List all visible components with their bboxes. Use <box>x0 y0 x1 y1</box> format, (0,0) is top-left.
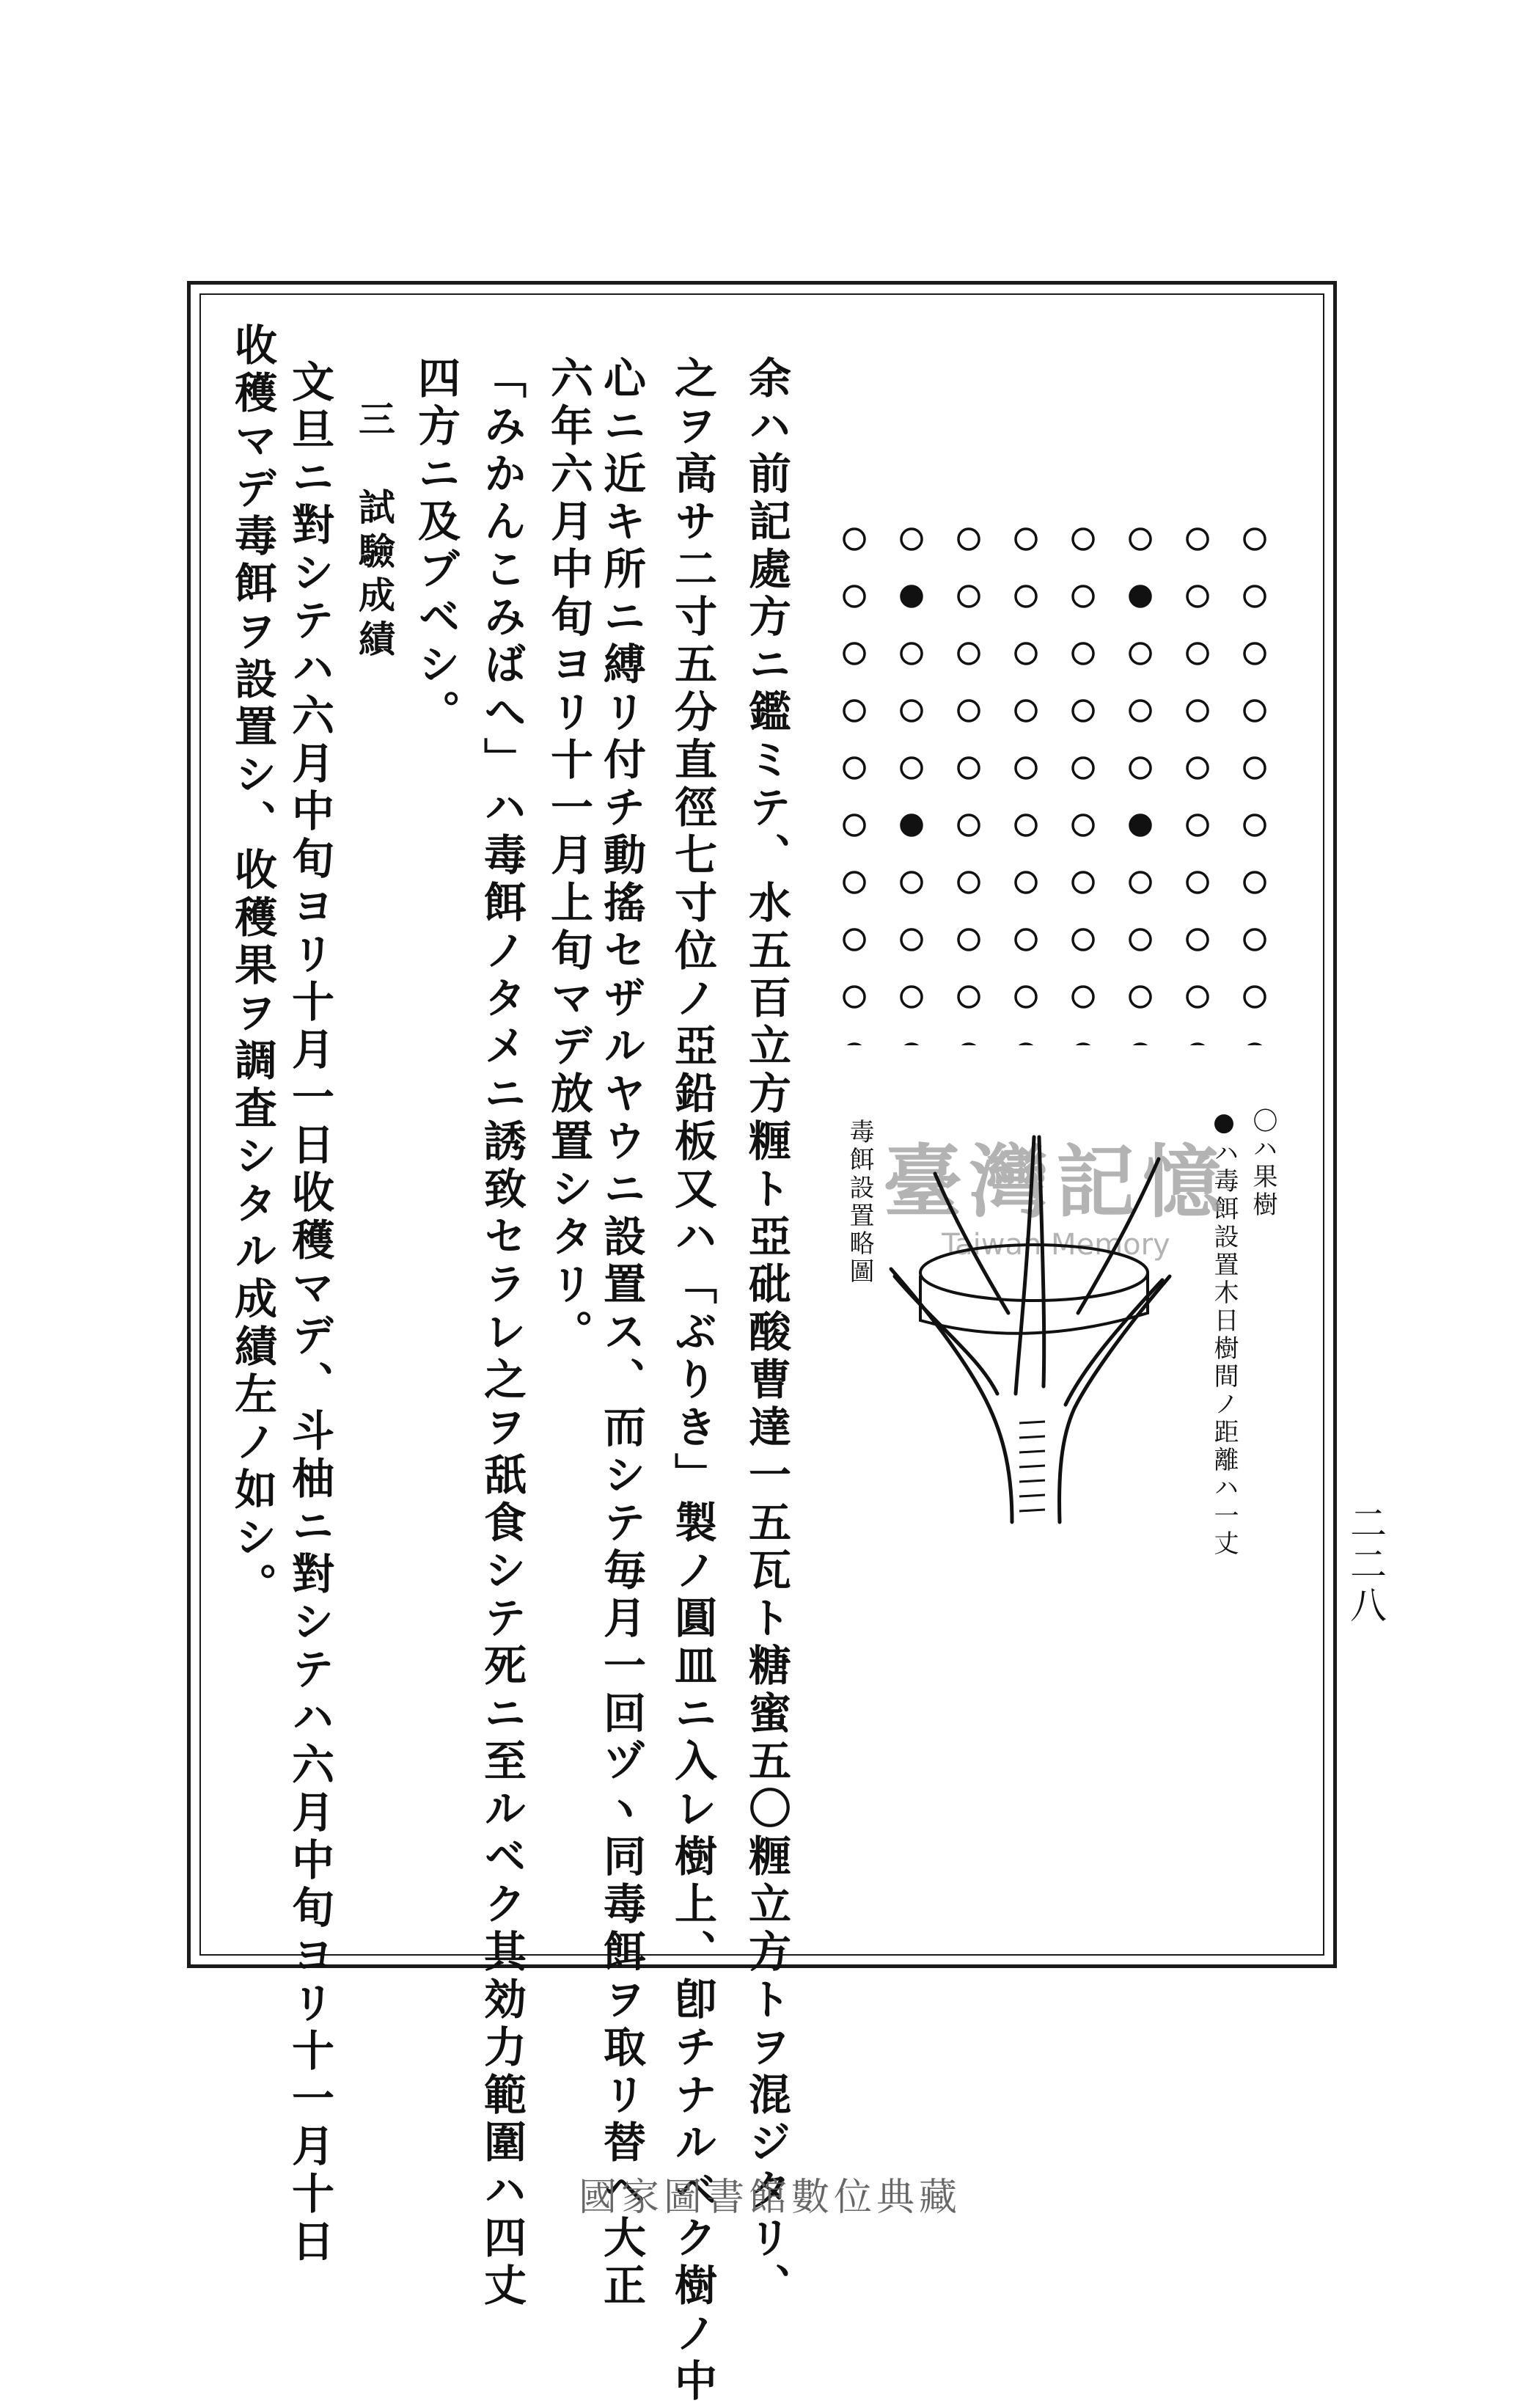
fruit-tree-dot <box>844 872 865 893</box>
legend-bait-tree: ●ハ毒餌設置木日樹間ノ距離ハ一丈 <box>1209 1108 1239 1558</box>
section-heading: 三 試驗成績 <box>353 400 396 664</box>
fruit-tree-dot <box>1187 815 1208 835</box>
fruit-tree-dot <box>958 872 979 893</box>
fruit-tree-dot <box>1073 701 1093 721</box>
fruit-tree-dot <box>901 643 922 664</box>
diagram-caption: 毒餌設置略圖 <box>845 1119 874 1286</box>
fruit-tree-dot <box>1244 815 1265 835</box>
fruit-tree-dot <box>1016 929 1036 950</box>
fruit-tree-dot <box>1073 758 1093 778</box>
bait-tree-dot <box>1130 586 1151 607</box>
fruit-tree-dot <box>901 758 922 778</box>
fruit-tree-dot <box>1187 529 1208 549</box>
fruit-tree-dot <box>901 529 922 549</box>
fruit-tree-dot <box>958 701 979 721</box>
fruit-tree-dot <box>901 987 922 1007</box>
fruit-tree-dot <box>1244 758 1265 778</box>
fruit-tree-dot <box>1073 929 1093 950</box>
fruit-tree-dot <box>958 586 979 607</box>
fruit-tree-dot <box>1016 701 1036 721</box>
fruit-tree-dot <box>958 529 979 549</box>
bait-tree-dot <box>1130 815 1151 835</box>
fruit-tree-dot <box>1244 529 1265 549</box>
fruit-tree-dot <box>1016 758 1036 778</box>
fruit-tree-dot <box>1073 1044 1093 1045</box>
fruit-tree-dot <box>1244 929 1265 950</box>
fruit-tree-dot <box>844 701 865 721</box>
fruit-tree-dot <box>1187 586 1208 607</box>
text-column-6: 四方ニ及ブベシ。 <box>411 356 461 737</box>
fruit-tree-dot <box>1187 643 1208 664</box>
fruit-tree-dot <box>1073 529 1093 549</box>
text-column-1: 余ハ前記處方ニ鑑ミテ、水五百立方糎ト亞砒酸曹達一五瓦ト糖蜜五〇糎立方トヲ混ジタリ、 <box>741 356 791 2311</box>
fruit-tree-dot <box>1016 529 1036 549</box>
fruit-tree-dot <box>1016 872 1036 893</box>
bait-tree-dot <box>901 586 922 607</box>
text-column-5: 「みかんこみばへ」ハ毒餌ノタメニ誘致セラレ之ヲ舐食シテ死ニ至ルベク其効力範圍ハ四丈 <box>477 356 527 2311</box>
bait-tree-dot <box>901 815 922 835</box>
footer-archive-label: 國家圖書館數位典藏 <box>578 2176 961 2220</box>
fruit-tree-dot <box>1244 701 1265 721</box>
fruit-tree-dot <box>1187 701 1208 721</box>
fruit-tree-dot <box>1130 872 1151 893</box>
fruit-tree-dot <box>1130 987 1151 1007</box>
fruit-tree-dot <box>1244 586 1265 607</box>
bait-tree-dot <box>1130 1044 1151 1045</box>
fruit-tree-dot <box>958 987 979 1007</box>
fruit-tree-dot <box>844 529 865 549</box>
fruit-tree-dot <box>1187 987 1208 1007</box>
fruit-tree-dot <box>1187 1044 1208 1045</box>
fruit-tree-dot <box>844 815 865 835</box>
fruit-tree-dot <box>1130 529 1151 549</box>
fruit-tree-dot <box>1073 815 1093 835</box>
fruit-tree-dot <box>1244 872 1265 893</box>
fruit-tree-dot <box>1244 643 1265 664</box>
fruit-tree-dot <box>1073 987 1093 1007</box>
text-column-3: 心ニ近キ所ニ縛リ付チ動搖セザルヤウニ設置ス、而シテ毎月一回ヅヽ同毒餌ヲ取リ替ヘ大正 <box>596 356 646 2311</box>
fruit-tree-dot <box>844 1044 865 1045</box>
text-column-9: 收穫マデ毒餌ヲ設置シ、收穫果ヲ調査シタル成績左ノ如シ。 <box>227 323 277 1610</box>
fruit-tree-dot <box>958 1044 979 1045</box>
fruit-tree-dot <box>1130 643 1151 664</box>
fruit-tree-dot <box>844 586 865 607</box>
bait-tree-illustration <box>869 1093 1221 1526</box>
fruit-tree-dot <box>1016 1044 1036 1045</box>
fruit-tree-dot <box>1016 987 1036 1007</box>
fruit-tree-dot <box>844 758 865 778</box>
fruit-tree-dot <box>1073 643 1093 664</box>
fruit-tree-dot <box>1016 643 1036 664</box>
fruit-tree-dot <box>958 929 979 950</box>
fruit-tree-dot <box>1016 586 1036 607</box>
fruit-tree-dot <box>1187 929 1208 950</box>
fruit-tree-dot <box>1244 987 1265 1007</box>
fruit-tree-dot <box>1016 815 1036 835</box>
fruit-tree-dot <box>901 929 922 950</box>
fruit-tree-dot <box>1130 929 1151 950</box>
fruit-tree-dot <box>1187 872 1208 893</box>
fruit-tree-dot <box>958 758 979 778</box>
watermark-english: Taiwan Memory <box>942 1228 1170 1262</box>
fruit-tree-dot <box>1073 872 1093 893</box>
page-number: 二二八 <box>1344 1504 1387 1627</box>
text-column-8: 文旦ニ對シテハ六月中旬ヨリ十月一日收穫マデ、斗柚ニ對シテハ六月中旬ヨリ十一月十日 <box>285 359 334 2267</box>
fruit-tree-dot <box>901 872 922 893</box>
fruit-tree-dot <box>844 987 865 1007</box>
orchard-dot-grid-figure <box>832 517 1272 1045</box>
fruit-tree-dot <box>1244 1044 1265 1045</box>
fruit-tree-dot <box>958 643 979 664</box>
fruit-tree-dot <box>844 643 865 664</box>
fruit-tree-dot <box>1130 701 1151 721</box>
fruit-tree-dot <box>958 815 979 835</box>
fruit-tree-dot <box>1187 758 1208 778</box>
text-column-2: 之ヲ高サ二寸五分直徑七寸位ノ亞鉛板又ハ「ぶりき」製ノ圓皿ニ入レ樹上、卽チナルベク樹ノ中 <box>667 356 717 2406</box>
fruit-tree-dot <box>1130 758 1151 778</box>
fruit-tree-dot <box>1073 586 1093 607</box>
legend-fruit-tree: 〇ハ果樹 <box>1248 1108 1277 1219</box>
watermark-chinese: 臺灣記憶 <box>882 1136 1229 1229</box>
bait-tree-dot <box>901 1044 922 1045</box>
text-column-4: 六年六月中旬ヨリ十一月上旬マデ放置シタリ。 <box>543 356 593 1357</box>
fruit-tree-dot <box>901 701 922 721</box>
fruit-tree-dot <box>844 929 865 950</box>
